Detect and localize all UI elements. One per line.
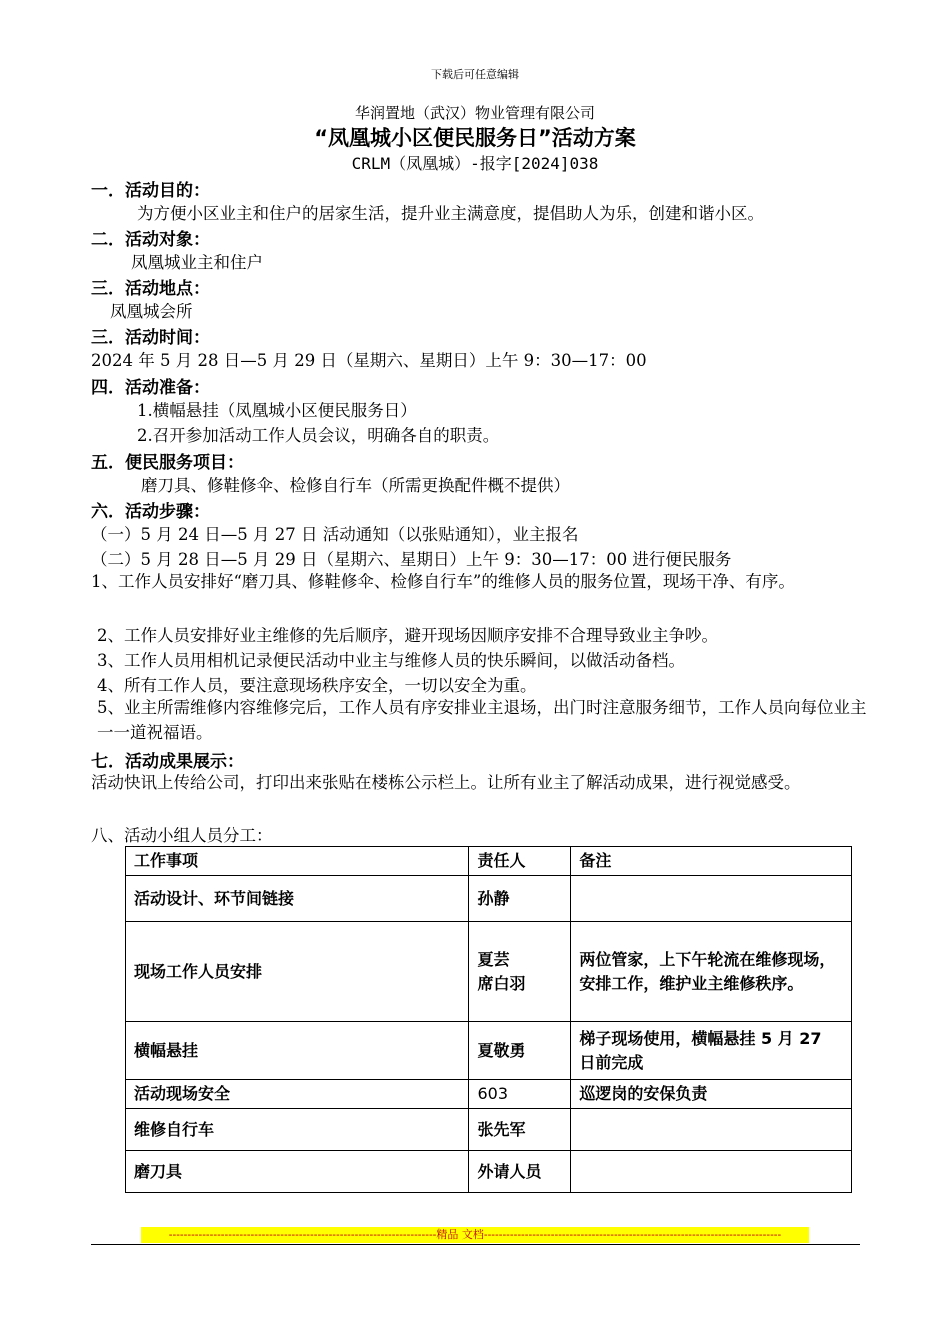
steps-phase-1: （一）5 月 24 日—5 月 27 日 活动通知（以张贴通知），业主报名 (91, 525, 579, 544)
section-services-text: 磨刀具、修鞋修伞、检修自行车（所需更换配件概不提供） (141, 476, 570, 495)
document-title: “凤凰城小区便民服务日”活动方案 (314, 126, 636, 150)
step-item-4: 4、所有工作人员，要注意现场秩序安全，一切以安全为重。 (97, 676, 537, 695)
task-cell: 横幅悬挂 (126, 1022, 469, 1080)
section-audience-heading: 二．活动对象： (91, 230, 210, 250)
table-header-cell: 备注 (571, 847, 852, 876)
table-header-cell: 工作事项 (126, 847, 469, 876)
table-row (126, 1151, 852, 1193)
step-item-3: 3、工作人员用相机记录便民活动中业主与维修人员的快乐瞬间，以做活动备档。 (97, 651, 685, 670)
footer-dashes-right: -------------------------------------------------------------------------------- (483, 1228, 782, 1241)
table-row (126, 922, 852, 1022)
table-row (126, 1080, 852, 1109)
section-preparation-heading: 四．活动准备： (91, 378, 210, 398)
section-time-heading: 三．活动时间： (91, 328, 210, 348)
section-results-text: 活动快讯上传给公司，打印出来张贴在楼栋公示栏上。让所有业主了解活动成果，进行视觉感受。 (91, 773, 801, 792)
section-location-text: 凤凰城会所 (110, 302, 193, 321)
table-header-row (126, 847, 852, 876)
note-cell: 巡逻岗的安保负责 (571, 1080, 852, 1109)
section-purpose-text: 为方便小区业主和住户的居家生活，提升业主满意度，提倡助人为乐，创建和谐小区。 (137, 204, 764, 223)
task-cell: 现场工作人员安排 (126, 922, 469, 1022)
owner-cell: 外请人员 (469, 1151, 571, 1193)
owner-cell: 张先军 (469, 1109, 571, 1151)
owner-cell: 603 (469, 1080, 571, 1109)
table-header-cell: 责任人 (469, 847, 571, 876)
steps-phase-2: （二）5 月 28 日—5 月 29 日（星期六、星期日）上午 9：30—17：00 进行便民服务 (91, 550, 732, 569)
section-time-text: 2024 年 5 月 28 日—5 月 29 日（星期六、星期日）上午 9：30—17：00 (91, 351, 647, 370)
section-results-heading: 七．活动成果展示： (91, 752, 244, 772)
preparation-item: 1.横幅悬挂（凤凰城小区便民服务日） (137, 401, 417, 420)
note-cell (571, 1109, 852, 1151)
footer-dashes-left: ------------------------------------------------------------------------ (168, 1228, 437, 1241)
company-name: 华润置地（武汉）物业管理有限公司 (354, 104, 595, 122)
section-purpose-heading: 一．活动目的： (91, 181, 210, 201)
footer-banner (141, 1227, 809, 1243)
staff-assignment-table (125, 846, 852, 1193)
owner-cell: 夏芸 席白羽 (469, 922, 571, 1022)
section-staffing-heading: 八、活动小组人员分工： (91, 826, 273, 845)
step-item-1: 1、工作人员安排好“磨刀具、修鞋修伞、检修自行车”的维修人员的服务位置，现场干净、有序。 (91, 572, 795, 591)
section-location-heading: 三．活动地点： (91, 279, 210, 299)
step-item-5: 5、业主所需维修内容维修完后，工作人员有序安排业主退场，出门时注意服务细节，工作人员向每位业主一一道祝福语。 (97, 698, 867, 742)
task-cell: 磨刀具 (126, 1151, 469, 1193)
table-row (126, 1109, 852, 1151)
note-cell (571, 1151, 852, 1193)
table-row (126, 876, 852, 922)
task-cell: 维修自行车 (126, 1109, 469, 1151)
note-cell (571, 876, 852, 922)
preparation-item: 2.召开参加活动工作人员会议，明确各自的职责。 (137, 426, 500, 445)
note-cell: 两位管家，上下午轮流在维修现场，安排工作，维护业主维修秩序。 (571, 922, 852, 1022)
section-audience-text: 凤凰城业主和住户 (131, 253, 263, 272)
task-cell: 活动设计、环节间链接 (126, 876, 469, 922)
note-cell: 梯子现场使用，横幅悬挂 5 月 27 日前完成 (571, 1022, 852, 1080)
document-number: CRLM（凤凰城）-报字[2024]038 (351, 154, 599, 173)
section-steps-heading: 六．活动步骤： (91, 502, 210, 522)
task-cell: 活动现场安全 (126, 1080, 469, 1109)
step-item-2: 2、工作人员安排好业主维修的先后顺序，避开现场因顺序安排不合理导致业主争吵。 (97, 626, 718, 645)
header-note: 下载后可任意编辑 (431, 68, 519, 81)
section-services-heading: 五．便民服务项目： (91, 453, 244, 473)
footer-divider (91, 1244, 860, 1245)
table-row (126, 1022, 852, 1080)
owner-cell: 夏敬勇 (469, 1022, 571, 1080)
footer-label: 精品 文档 (436, 1228, 484, 1241)
owner-cell: 孙静 (469, 876, 571, 922)
